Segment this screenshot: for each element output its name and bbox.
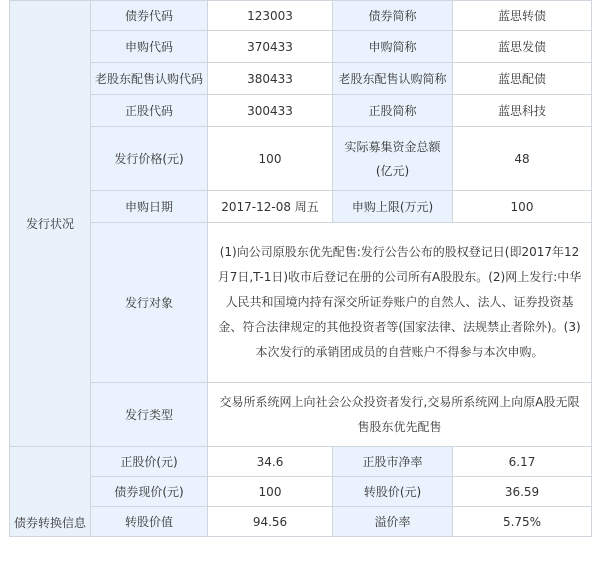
- section-label-issue: 发行状况: [10, 1, 91, 447]
- table-row: [10, 1, 592, 31]
- target-text: (1)向公司原股东优先配售:发行公告公布的股权登记日(即2017年12月7日,T-1日)收市后登记在册的公司所有A股股东。(2)网上发行:中华人民共和国境内持有深交所证券账户的自然人、法人、证券投资基金、符合法律规定的其他投资者等(国家法律、法规禁止者除外)。(3)本次发行的承销团成员的自营账户不得参与本次申购。: [208, 223, 592, 383]
- raised-funds-value: 48: [453, 127, 592, 191]
- raised-funds-label: 实际募集资金总额(亿元): [333, 127, 453, 191]
- subscribe-code-label: 申购代码: [91, 31, 208, 63]
- stock-price-label: 正股价(元): [91, 447, 208, 477]
- placement-name-value: 蓝思配债: [453, 63, 592, 95]
- stock-name-value: 蓝思科技: [453, 95, 592, 127]
- placement-code-label: 老股东配售认购代码: [91, 63, 208, 95]
- bond-name-label: 债券简称: [333, 1, 453, 31]
- premium-rate-label: 溢价率: [333, 507, 453, 537]
- placement-name-label: 老股东配售认购简称: [333, 63, 453, 95]
- conversion-value-value: 94.56: [208, 507, 333, 537]
- table-row: [10, 191, 592, 223]
- bond-code-label: 债券代码: [91, 1, 208, 31]
- table-row: [10, 507, 592, 537]
- pb-ratio-label: 正股市净率: [333, 447, 453, 477]
- table-row: [10, 447, 592, 477]
- pb-ratio-value: 6.17: [453, 447, 592, 477]
- table-row: [10, 31, 592, 63]
- table-row: [10, 383, 592, 447]
- table-row: [10, 63, 592, 95]
- conversion-price-value: 36.59: [453, 477, 592, 507]
- section-label-convert: 债券转换信息: [10, 447, 91, 537]
- table-row: [10, 127, 592, 191]
- type-text: 交易所系统网上向社会公众投资者发行,交易所系统网上向原A股无限售股东优先配售: [208, 383, 592, 447]
- table-row: [10, 223, 592, 383]
- stock-code-label: 正股代码: [91, 95, 208, 127]
- premium-rate-value: 5.75%: [453, 507, 592, 537]
- bond-price-label: 债券现价(元): [91, 477, 208, 507]
- conversion-price-label: 转股价(元): [333, 477, 453, 507]
- table-row: [10, 477, 592, 507]
- subscribe-name-label: 申购简称: [333, 31, 453, 63]
- placement-code-value: 380433: [208, 63, 333, 95]
- bond-info-table: [9, 0, 592, 537]
- subscribe-code-value: 370433: [208, 31, 333, 63]
- bond-price-value: 100: [208, 477, 333, 507]
- table-row: [10, 95, 592, 127]
- subscribe-name-value: 蓝思发债: [453, 31, 592, 63]
- target-label: 发行对象: [91, 223, 208, 383]
- type-label: 发行类型: [91, 383, 208, 447]
- bond-code-value: 123003: [208, 1, 333, 31]
- issue-price-value: 100: [208, 127, 333, 191]
- stock-code-value: 300433: [208, 95, 333, 127]
- issue-price-label: 发行价格(元): [91, 127, 208, 191]
- subscribe-limit-label: 申购上限(万元): [333, 191, 453, 223]
- subscribe-date-label: 申购日期: [91, 191, 208, 223]
- subscribe-date-value: 2017-12-08 周五: [208, 191, 333, 223]
- stock-price-value: 34.6: [208, 447, 333, 477]
- conversion-value-label: 转股价值: [91, 507, 208, 537]
- bond-name-value: 蓝思转债: [453, 1, 592, 31]
- subscribe-limit-value: 100: [453, 191, 592, 223]
- stock-name-label: 正股简称: [333, 95, 453, 127]
